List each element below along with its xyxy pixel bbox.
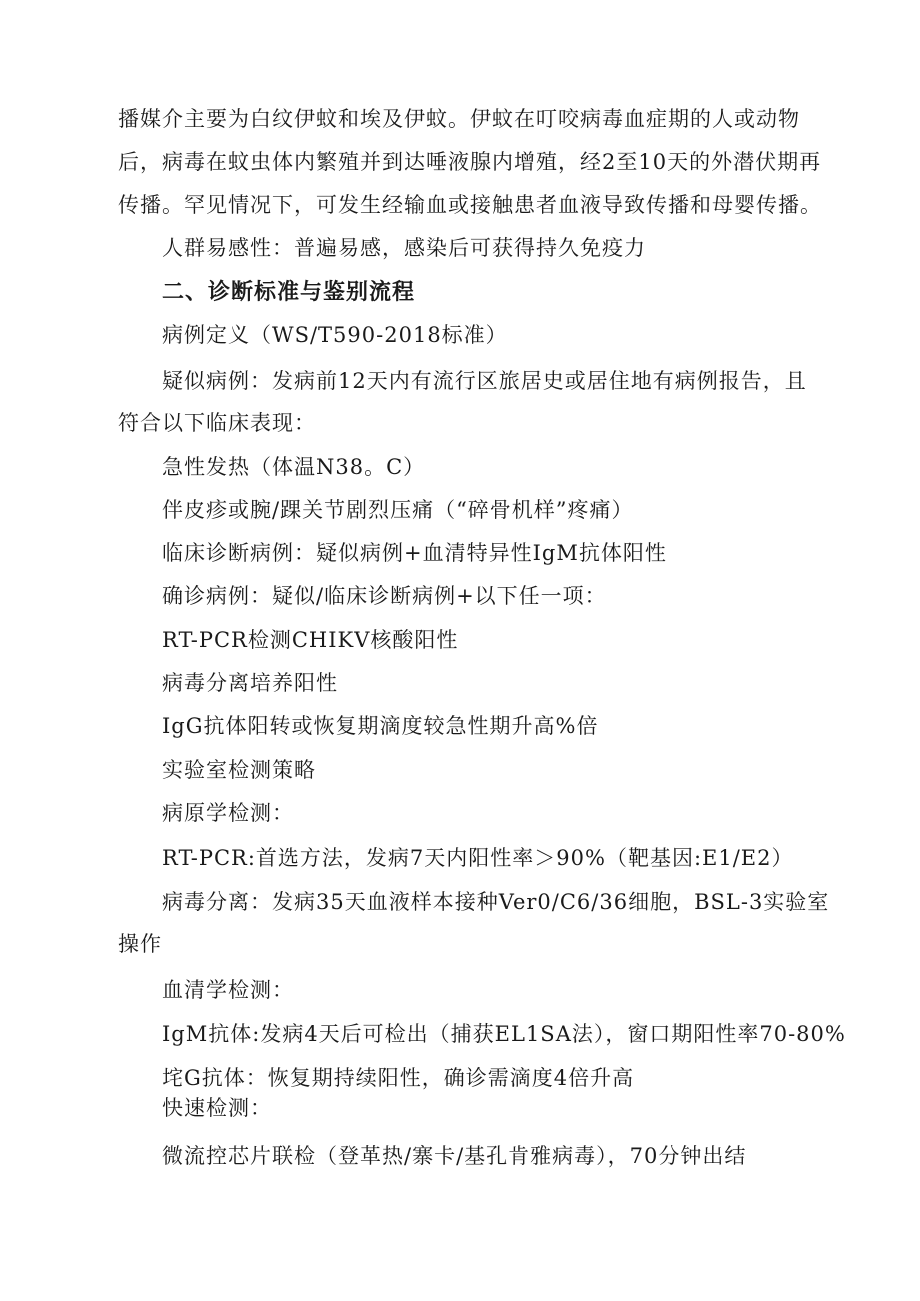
confirm-isolation: 病毒分离培养阳性 bbox=[162, 671, 338, 695]
intro-line-2: 后，病毒在蚊虫体内繁殖并到达唾液腺内增殖，经2至10天的外潜伏期再 bbox=[118, 150, 822, 174]
intro-line-1: 播媒介主要为白纹伊蚊和埃及伊蚊。伊蚊在叮咬病毒血症期的人或动物 bbox=[118, 107, 800, 131]
section-heading: 二、诊断标准与鉴别流程 bbox=[162, 280, 416, 305]
intro-line-3: 传播。罕见情况下，可发生经输血或接触患者血液导致传播和母婴传播。 bbox=[118, 193, 822, 217]
case-definition: 病例定义（WS/T590-2018标准） bbox=[162, 323, 508, 347]
pathogen-rtpcr: RT-PCR:首选方法，发病7天内阳性率＞90%（靶基因:E1/E2） bbox=[162, 846, 794, 870]
serology-igg: 垞G抗体：恢复期持续阳性，确诊需滴度4倍升高 bbox=[162, 1066, 635, 1090]
suspected-case-line-1: 疑似病例：发病前12天内有流行区旅居史或居住地有病例报告，且 bbox=[162, 369, 807, 393]
confirm-rtpcr: RT-PCR检测CHIKV核酸阳性 bbox=[162, 628, 459, 652]
lab-strategy: 实验室检测策略 bbox=[162, 758, 316, 782]
symptom-fever: 急性发热（体温N38。C） bbox=[162, 455, 426, 479]
virus-isolation-line-2: 操作 bbox=[118, 932, 162, 956]
confirmed-case: 确诊病例：疑似/临床诊断病例+以下任一项： bbox=[162, 584, 607, 608]
susceptibility-text: 人群易感性：普遍易感，感染后可获得持久免疫力 bbox=[162, 236, 646, 260]
virus-isolation-line-1: 病毒分离：发病35天血液样本接种Ver0/C6/36细胞，BSL-3实验室 bbox=[162, 890, 830, 914]
confirm-igg: IgG抗体阳转或恢复期滴度较急性期升高%倍 bbox=[162, 714, 599, 738]
symptom-rash: 伴皮疹或腕/踝关节剧烈压痛（“碎骨机样”疼痛） bbox=[162, 498, 634, 522]
rapid-test: 快速检测： bbox=[162, 1096, 272, 1120]
pathogen-detection: 病原学检测： bbox=[162, 801, 294, 825]
clinical-case: 临床诊断病例：疑似病例+血清特异性IgM抗体阳性 bbox=[162, 541, 667, 565]
serology-igm: IgM抗体:发病4天后可检出（捕获EL1SA法），窗口期阳性率70-80% bbox=[162, 1022, 846, 1046]
rapid-microfluidic: 微流控芯片联检（登革热/寨卡/基孔肯雅病毒），70分钟出结 bbox=[162, 1144, 747, 1168]
serology: 血清学检测： bbox=[162, 978, 294, 1002]
suspected-case-line-2: 符合以下临床表现： bbox=[118, 411, 316, 435]
